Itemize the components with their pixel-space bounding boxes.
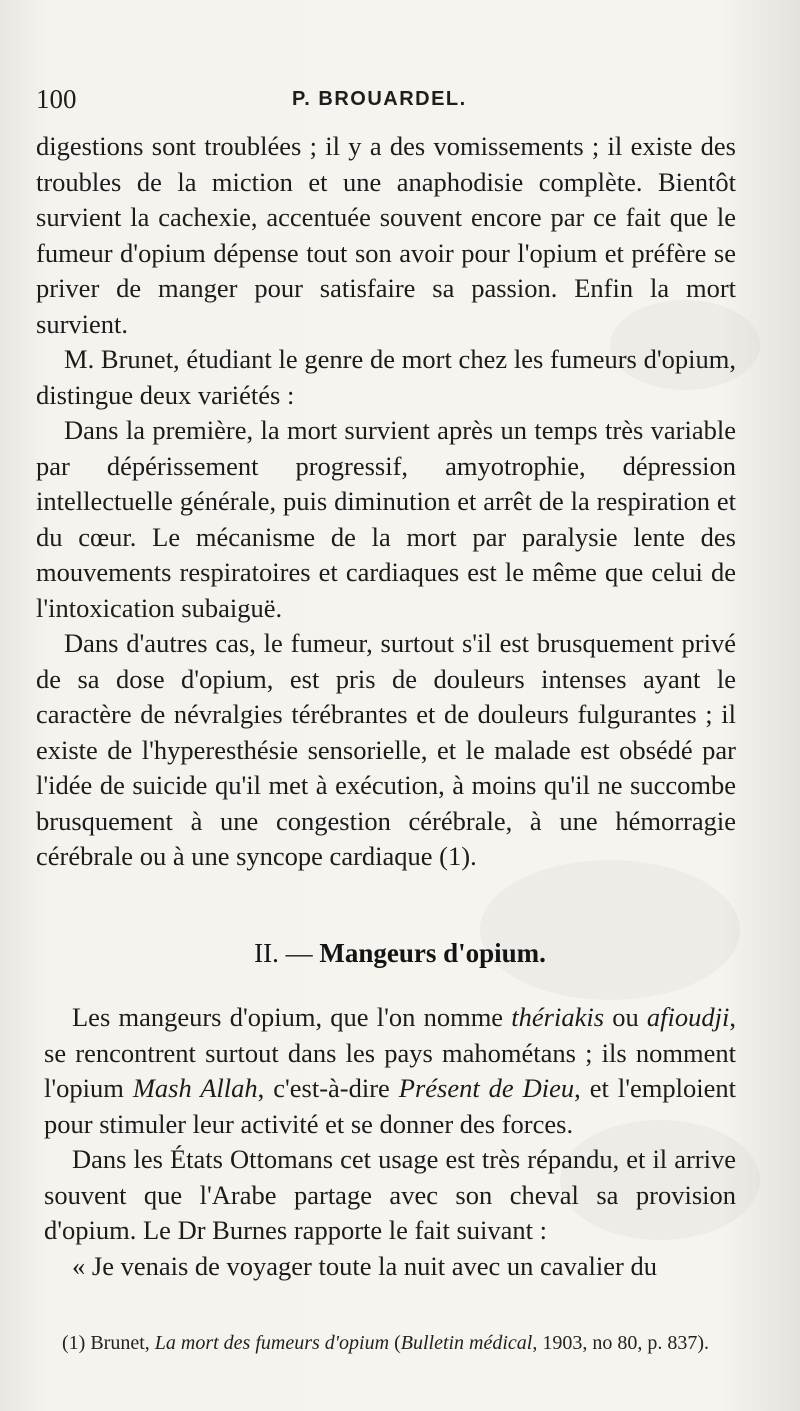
- text-run: , 1903, no 80, p. 837).: [532, 1332, 710, 1354]
- text-run: , c'est-à-dire: [257, 1073, 399, 1103]
- paragraph-etats-ottomans: Dans les États Ottomans cet usage est très répandu, et il arrive souvent que l'Arabe partage avec son cheval sa provision d'opium. Le Dr Burnes rapporte le fait suivant :: [44, 1144, 736, 1245]
- footnote-journal: Bulletin médical: [400, 1332, 533, 1354]
- paragraph-quote-start: « Je venais de voyager toute la nuit avec un cavalier du: [72, 1250, 657, 1281]
- text-run: , et l'emploient pour stimuler leur activité et se donner des forces.: [44, 1073, 736, 1139]
- footnote: [42, 1330, 742, 1356]
- running-head: [36, 84, 756, 124]
- paragraph-digestions: digestions sont troublées ; il y a des vomissements ; il existe des troubles de la miction et une anaphodisie complète. Bientôt survient la cachexie, accentuée souvent encore par ce fait que le fumeur d'opium dépense tout son avoir pour l'opium et préfère se priver de manger pour satisfaire sa passion. Enfin la mort survient.: [36, 131, 736, 339]
- term-theriakis: thériakis: [511, 1002, 605, 1032]
- page-number: 100: [36, 84, 77, 114]
- section-body-text: [44, 1000, 736, 1284]
- text-run: , se rencontrent surtout dans les pays mahométans ; ils nomment l'opium: [44, 1002, 736, 1103]
- text-run: (1) Brunet,: [62, 1332, 155, 1354]
- section-number: II. —: [254, 938, 320, 968]
- footnote-title: La mort des fumeurs d'opium: [154, 1332, 390, 1354]
- term-mash-allah: Mash Allah: [132, 1073, 258, 1103]
- section-title: Mangeurs d'opium.: [319, 938, 546, 968]
- section-heading: [0, 938, 800, 969]
- term-present-de-dieu: Présent de Dieu: [398, 1073, 575, 1103]
- paragraph-mangeurs: [44, 1000, 736, 1142]
- paragraph-premiere-variete: Dans la première, la mort survient après un temps très variable par dépérissement progressif, amyotrophie, dépression intellectuelle générale, puis diminution et arrêt de la respiration et du cœur. Le mécanisme de la mort par paralysie lente des mouvements respiratoires et cardiaques est le même que celui de l'intoxication subaiguë.: [36, 415, 736, 623]
- body-text: [36, 129, 736, 875]
- paragraph-brunet: M. Brunet, étudiant le genre de mort chez les fumeurs d'opium, distingue deux variétés :: [36, 344, 736, 410]
- term-afioudji: afioudji: [646, 1002, 730, 1032]
- running-title: P. BROUARDEL.: [292, 88, 467, 110]
- text-run: (: [389, 1332, 401, 1354]
- footnote-1: [42, 1330, 742, 1356]
- text-run: ou: [604, 1002, 647, 1032]
- paragraph-autres-cas: Dans d'autres cas, le fumeur, surtout s'il est brusquement privé de sa dose d'opium, est pris de douleurs intenses ayant le caractère de névralgies térébrantes et de douleurs fulgurantes ; il existe de l'hyperesthésie sensorielle, et le malade est obsédé par l'idée de suicide qu'il met à exécution, à moins qu'il ne succombe brusquement à une congestion cérébrale, à une hémorragie cérébrale ou à une syncope cardiaque (1).: [36, 628, 736, 871]
- text-run: Les mangeurs d'opium, que l'on nomme: [72, 1002, 512, 1032]
